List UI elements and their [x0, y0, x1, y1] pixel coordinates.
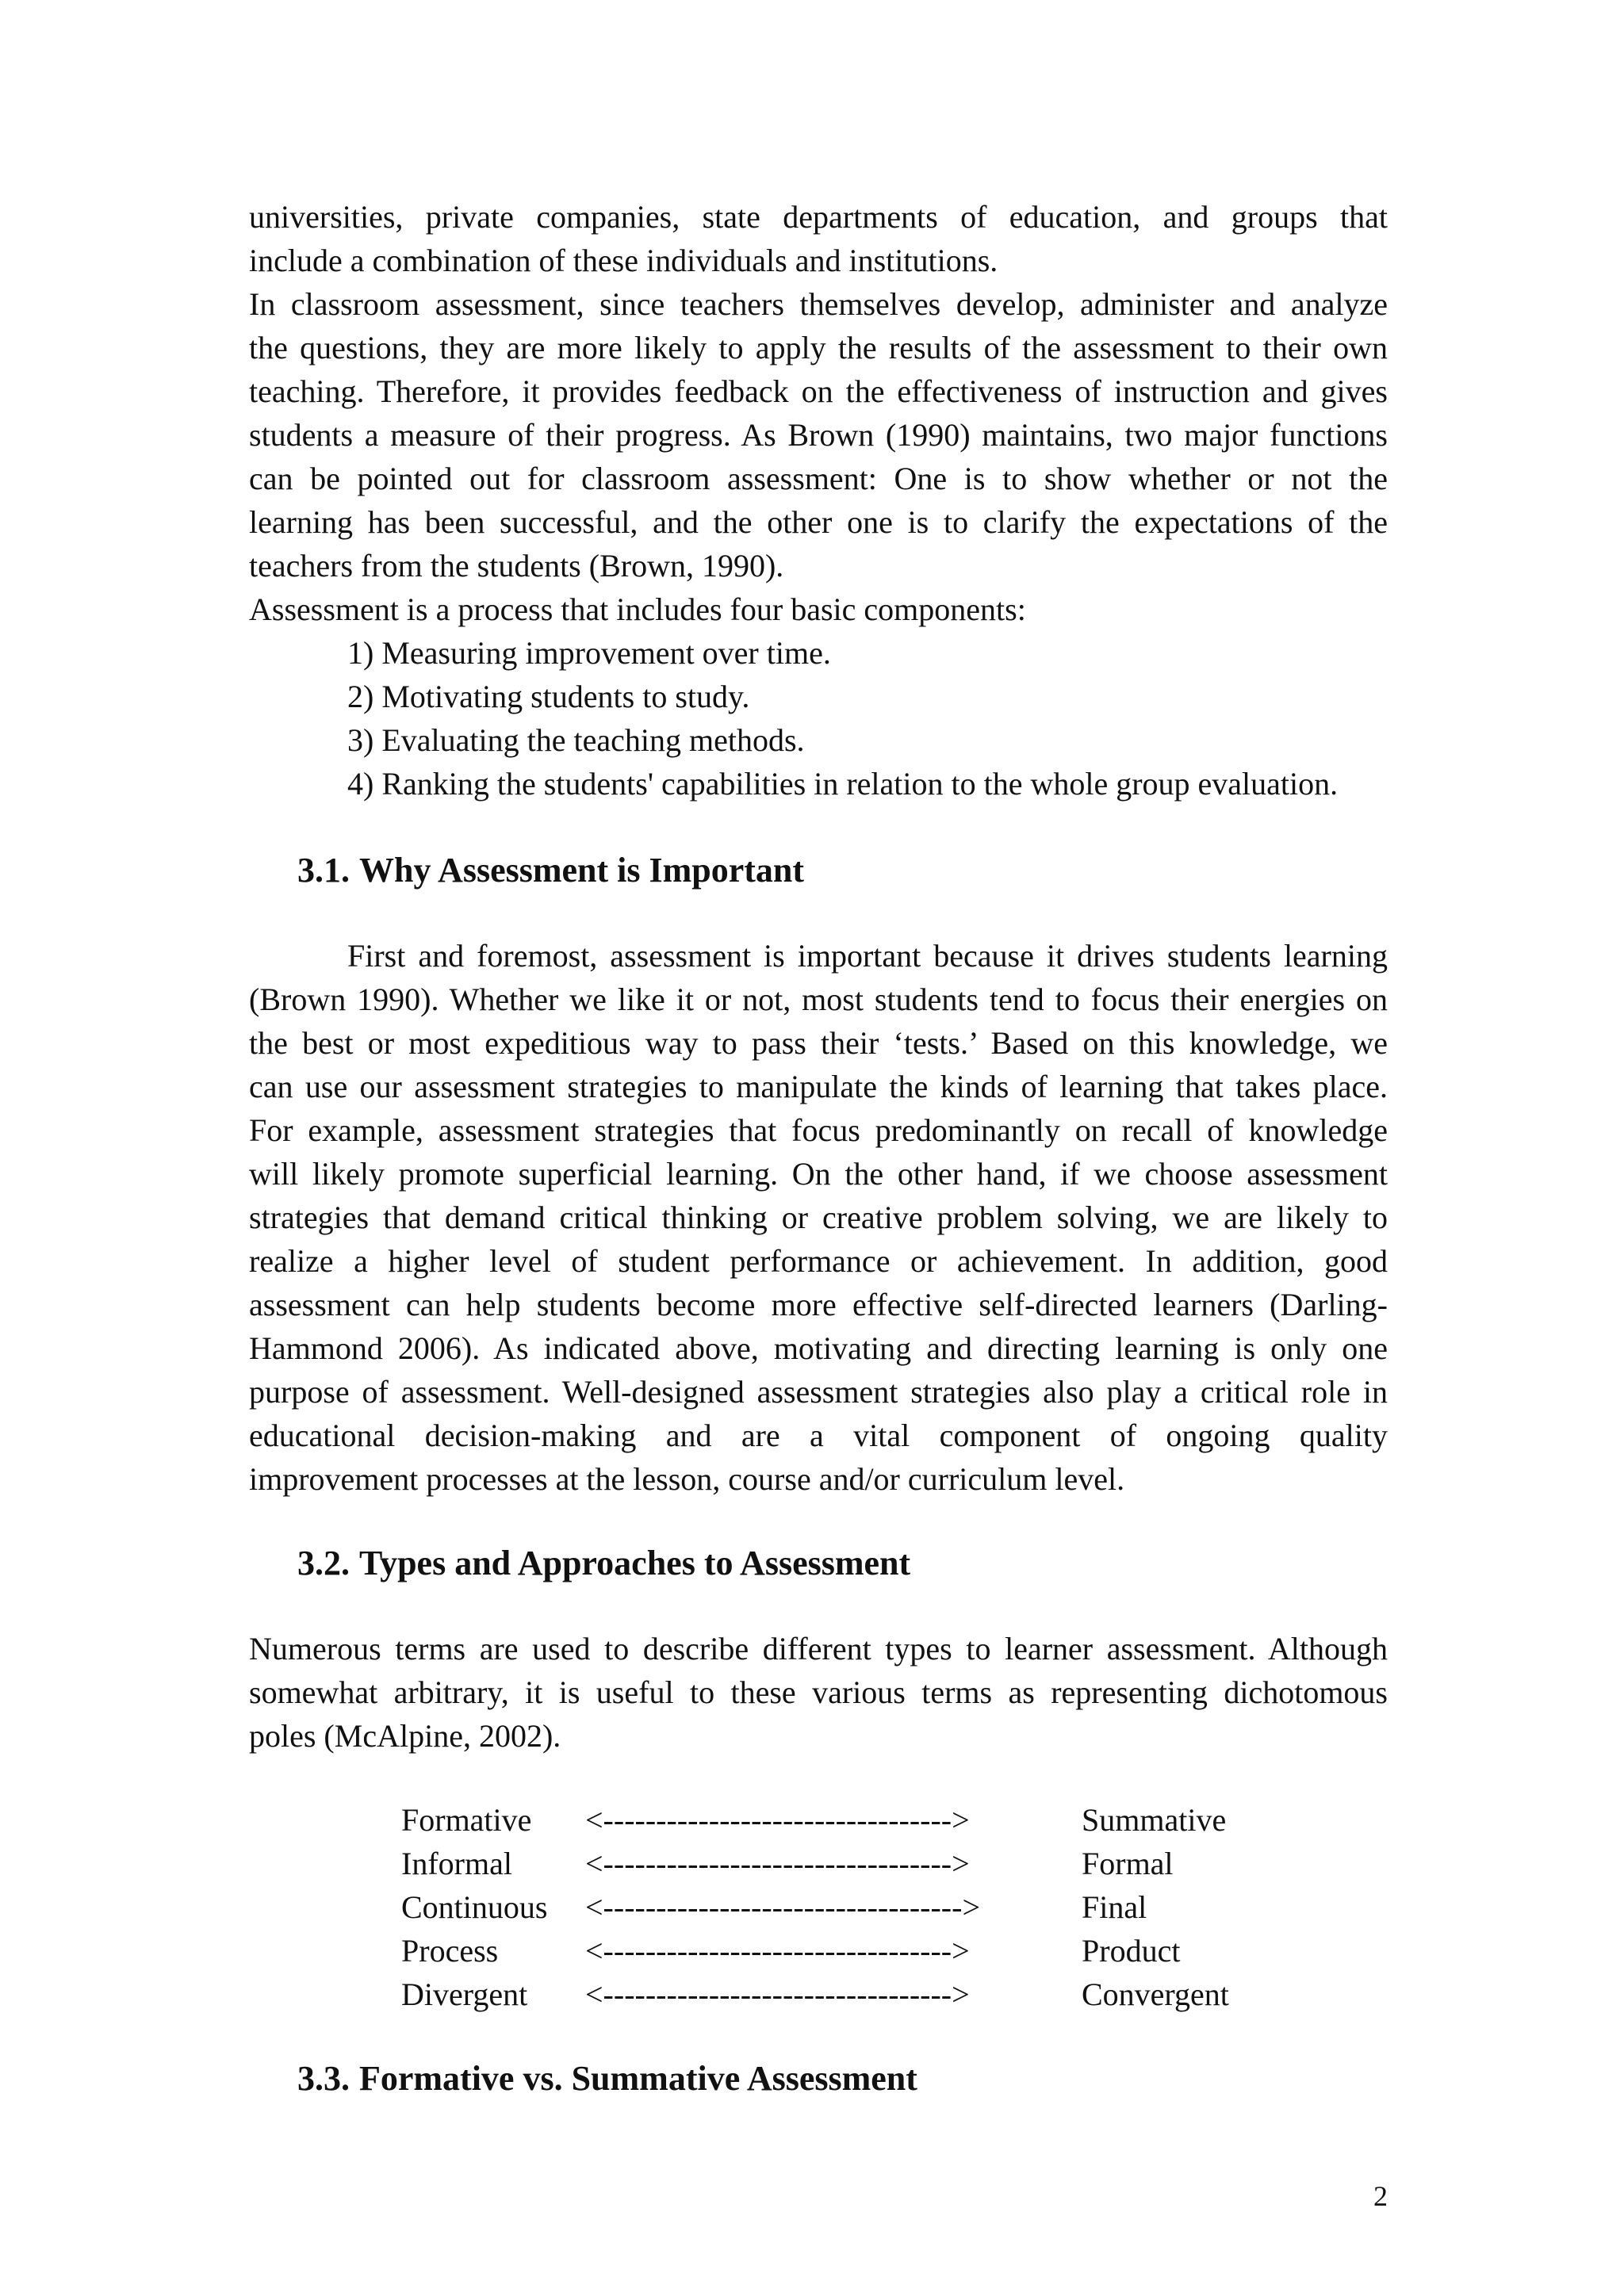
double-arrow-icon: <--------------------------------->: [585, 1846, 970, 1881]
pole-left-term: Continuous: [401, 1889, 548, 1925]
list-item: 3) Evaluating the teaching methods.: [347, 722, 805, 758]
body-text-line: (Brown 1990). Whether we like it or not, most students tend to focus their energies on: [249, 982, 1388, 1017]
section-heading-3-2: [297, 1540, 910, 1587]
pole-right-term: Convergent: [1082, 1976, 1229, 2012]
section-title: Types and Approaches to Assessment: [359, 1544, 911, 1582]
body-text-line: the best or most expeditious way to pass their ‘tests.’ Based on this knowledge, we: [249, 1025, 1388, 1061]
double-arrow-icon: <---------------------------------->: [585, 1889, 981, 1925]
pole-row: [0, 1842, 1624, 1885]
section-number: 3.3.: [297, 2059, 350, 2098]
body-text-line: assessment can help students become more effective self-directed learners (Darling-: [249, 1287, 1388, 1322]
pole-row: [0, 1885, 1624, 1929]
double-arrow-icon: <--------------------------------->: [585, 1976, 970, 2012]
pole-right-term: Summative: [1082, 1802, 1227, 1838]
body-text-line: teaching. Therefore, it provides feedback on the effectiveness of instruction and gives: [249, 373, 1388, 409]
section-title: Formative vs. Summative Assessment: [359, 2059, 917, 2098]
body-text-line: Assessment is a process that includes four basic components:: [249, 591, 1026, 627]
body-text-line: purpose of assessment. Well-designed assessment strategies also play a critical role in: [249, 1374, 1388, 1410]
body-text-line: educational decision-making and are a vital component of ongoing quality: [249, 1418, 1388, 1453]
pole-right-term: Final: [1082, 1889, 1147, 1925]
pole-left-term: Formative: [401, 1802, 532, 1838]
body-text-line: can use our assessment strategies to manipulate the kinds of learning that takes place.: [249, 1069, 1388, 1104]
body-text-line: poles (McAlpine, 2002).: [249, 1718, 561, 1754]
body-text-line: improvement processes at the lesson, course and/or curriculum level.: [249, 1461, 1125, 1497]
double-arrow-icon: <--------------------------------->: [585, 1933, 970, 1969]
pole-row: [0, 1929, 1624, 1973]
section-heading-3-3: [297, 2055, 917, 2103]
pole-left-term: Informal: [401, 1846, 512, 1881]
body-text-line: include a combination of these individuals and institutions.: [249, 243, 998, 278]
body-text-line: teachers from the students (Brown, 1990).: [249, 548, 784, 584]
list-item: 4) Ranking the students' capabilities in relation to the whole group evaluation.: [347, 766, 1339, 802]
body-text-line: somewhat arbitrary, it is useful to these various terms as representing dichotomous: [249, 1674, 1388, 1710]
page-number: 2: [1373, 2180, 1388, 2212]
section-heading-3-1: [297, 847, 804, 894]
pole-row: [0, 1798, 1624, 1842]
section-title: Why Assessment is Important: [359, 851, 805, 890]
body-text-line: First and foremost, assessment is important because it drives students learning: [347, 938, 1388, 974]
list-item: 1) Measuring improvement over time.: [347, 635, 831, 671]
body-text-line: the questions, they are more likely to apply the results of the assessment to their own: [249, 330, 1388, 365]
double-arrow-icon: <--------------------------------->: [585, 1802, 970, 1838]
body-text-line: universities, private companies, state departments of education, and groups that: [249, 199, 1388, 235]
body-text-line: Numerous terms are used to describe different types to learner assessment. Although: [249, 1631, 1388, 1667]
body-text-line: learning has been successful, and the other one is to clarify the expectations of the: [249, 504, 1388, 540]
list-item: 2) Motivating students to study.: [347, 679, 750, 714]
pole-row: [0, 1973, 1624, 2016]
pole-right-term: Formal: [1082, 1846, 1174, 1881]
body-text-line: will likely promote superficial learning. On the other hand, if we choose assessment: [249, 1156, 1388, 1192]
body-text-line: Hammond 2006). As indicated above, motivating and directing learning is only one: [249, 1330, 1388, 1366]
section-number: 3.1.: [297, 851, 350, 890]
body-text-line: realize a higher level of student performance or achievement. In addition, good: [249, 1243, 1388, 1279]
pole-left-term: Divergent: [401, 1976, 528, 2012]
pole-left-term: Process: [401, 1933, 499, 1969]
section-number: 3.2.: [297, 1544, 350, 1582]
pole-right-term: Product: [1082, 1933, 1181, 1969]
body-text-line: can be pointed out for classroom assessment: One is to show whether or not the: [249, 461, 1388, 496]
body-text-line: strategies that demand critical thinking or creative problem solving, we are likely to: [249, 1200, 1388, 1235]
body-text-line: In classroom assessment, since teachers themselves develop, administer and analyze: [249, 286, 1388, 322]
body-text-line: students a measure of their progress. As Brown (1990) maintains, two major functions: [249, 417, 1388, 453]
body-text-line: For example, assessment strategies that focus predominantly on recall of knowledge: [249, 1112, 1388, 1148]
